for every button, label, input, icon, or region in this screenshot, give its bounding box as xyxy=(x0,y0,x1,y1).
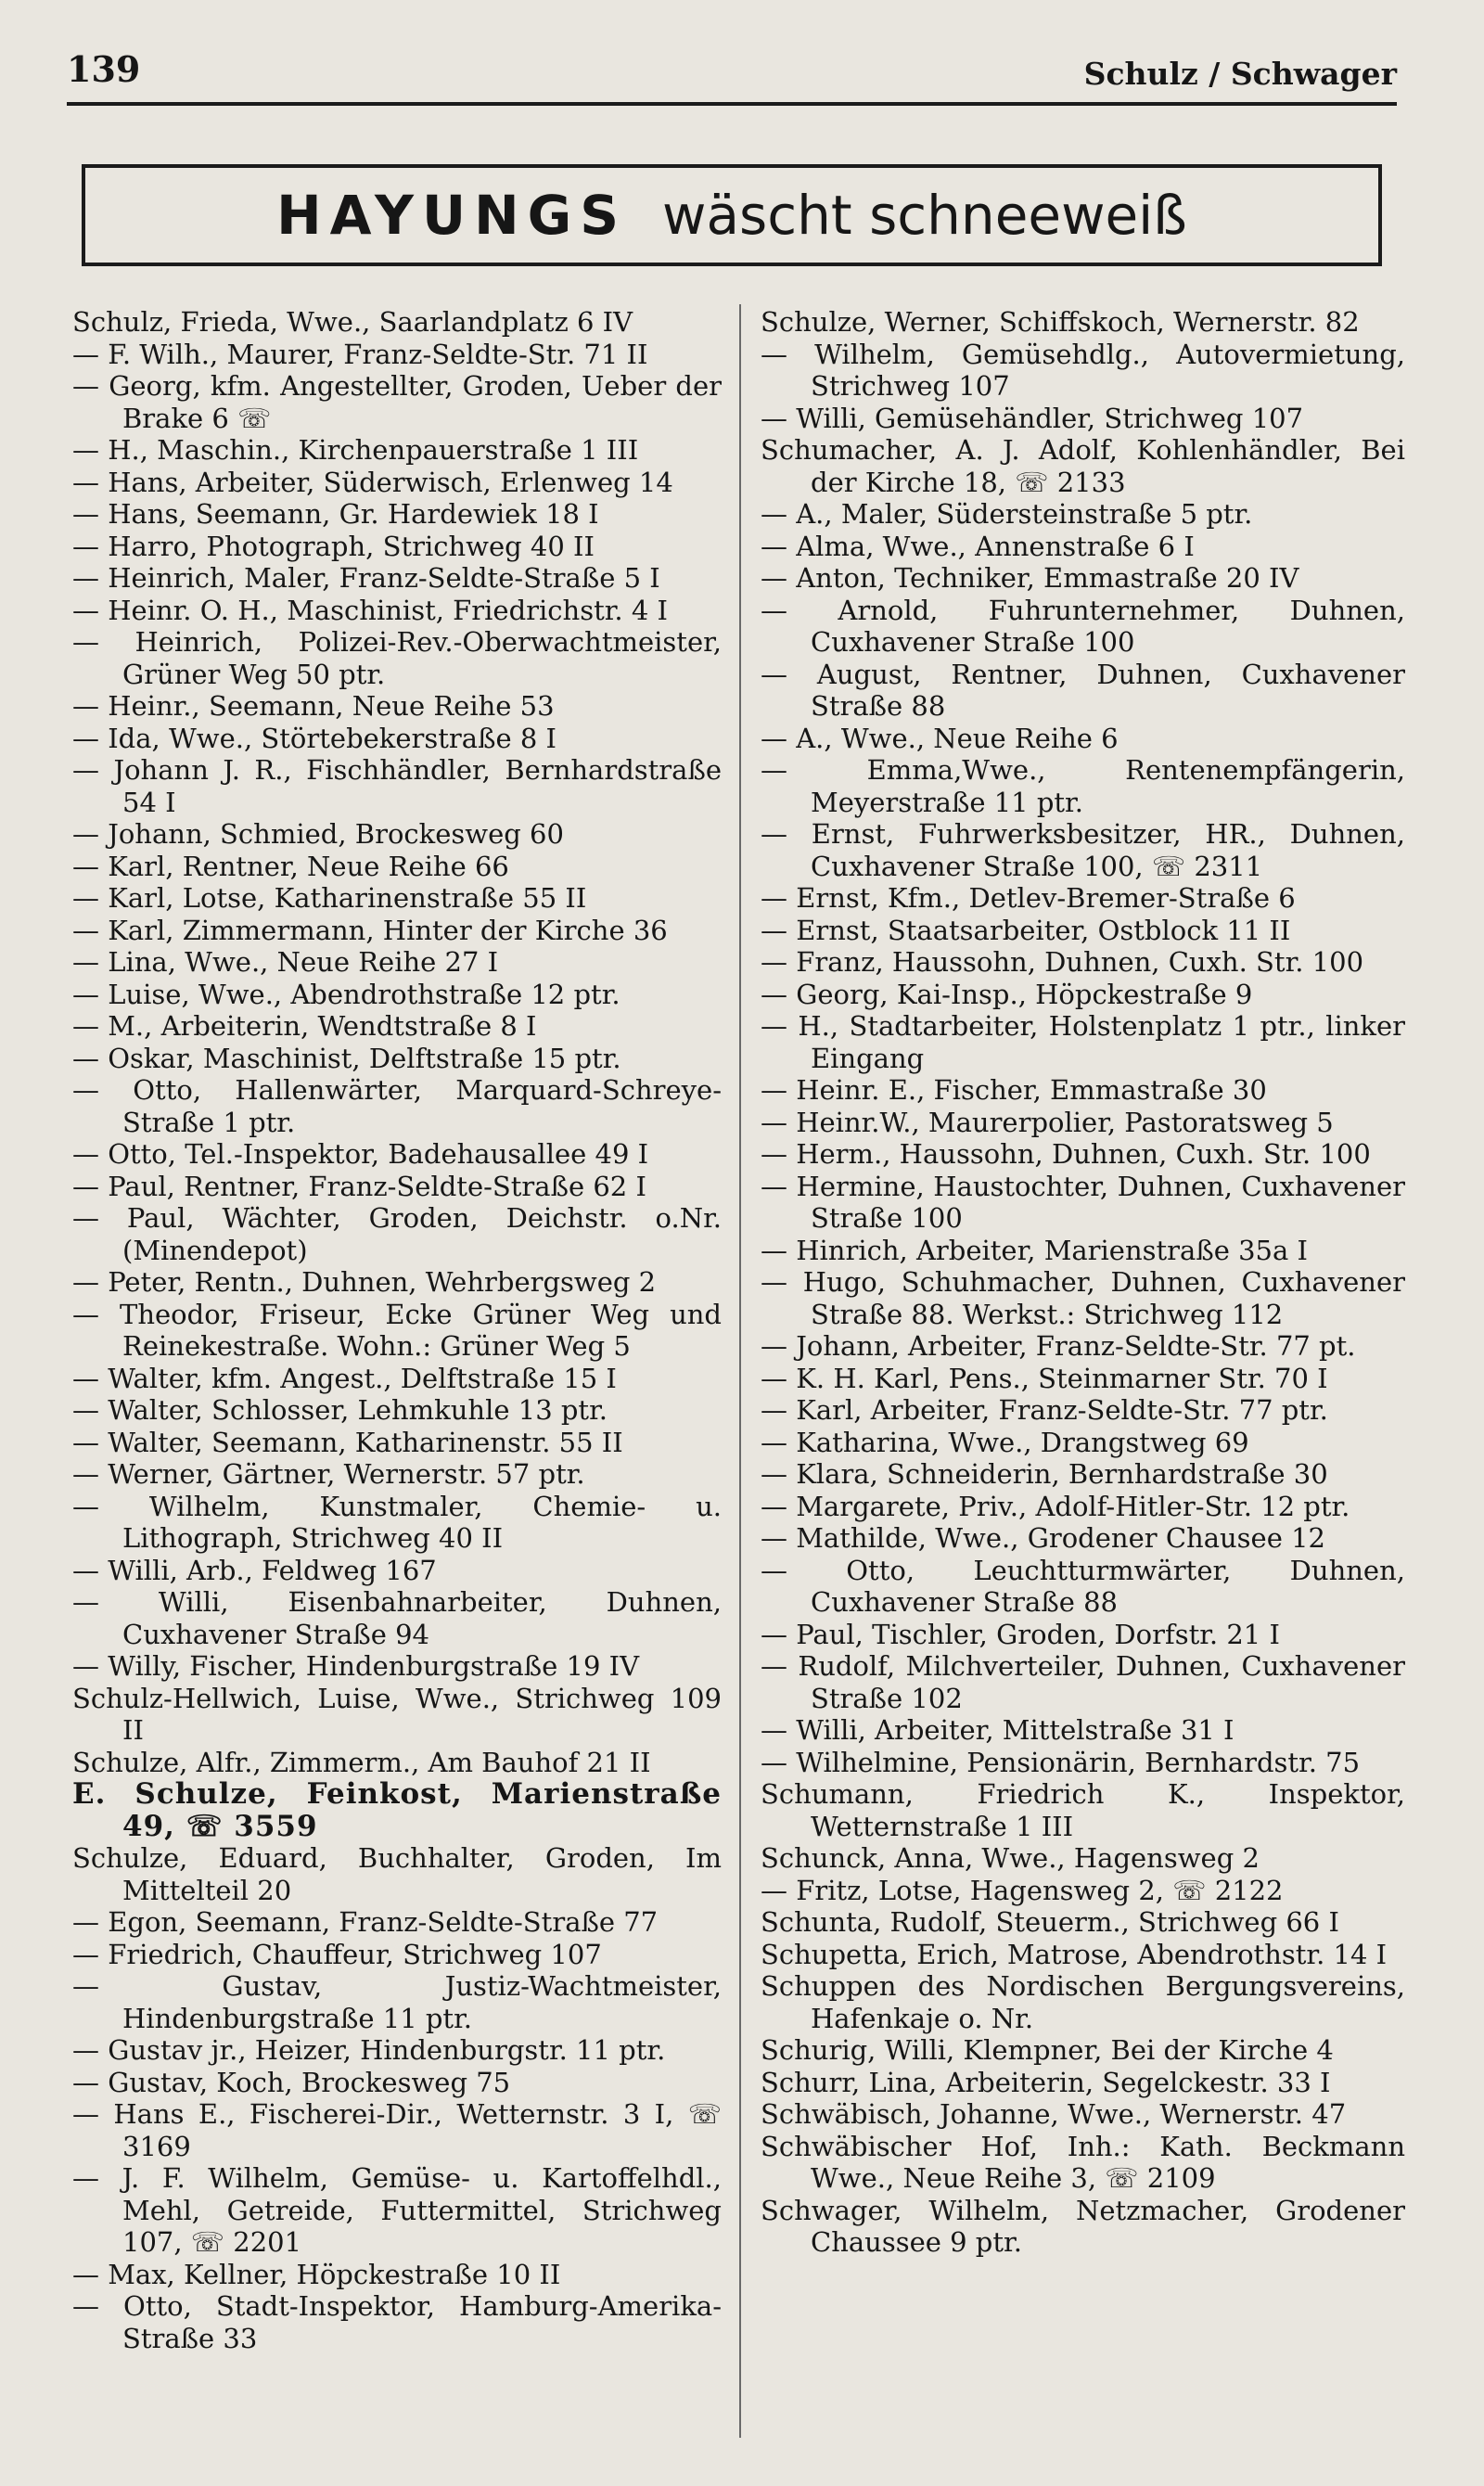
directory-entry: — Johann, Schmied, Brockesweg 60 xyxy=(72,818,564,850)
directory-entry: — Theodor, Friseur, Ecke Grüner Weg und Reinekestraße. Wohn.: Grüner Weg 5 xyxy=(72,1298,722,1362)
directory-entry: — Johann J. R., Fischhändler, Bernhardstraße 54 I xyxy=(72,754,722,818)
directory-entry: Schuppen des Nordischen Bergungsvereins, Hafenkaje o. Nr. xyxy=(761,1970,1405,2034)
directory-entry: — Johann, Arbeiter, Franz-Seldte-Str. 77 pt. xyxy=(761,1330,1356,1362)
directory-entry: — Hinrich, Arbeiter, Marienstraße 35a I xyxy=(761,1234,1308,1266)
directory-entry: — Otto, Hallenwärter, Marquard-Schreye-Straße 1 ptr. xyxy=(72,1074,722,1138)
directory-entry: — H., Maschin., Kirchenpauerstraße 1 III xyxy=(72,434,639,466)
directory-entry: — Wilhelmine, Pensionärin, Bernhardstr. 75 xyxy=(761,1746,1361,1778)
directory-entry: — Gustav, Justiz-Wachtmeister, Hindenburgstraße 11 ptr. xyxy=(72,1970,722,2034)
directory-entry: Schurr, Lina, Arbeiterin, Segelckestr. 33 I xyxy=(761,2066,1331,2098)
directory-entry: — Willi, Arbeiter, Mittelstraße 31 I xyxy=(761,1714,1235,1746)
directory-entry: Schulz, Frieda, Wwe., Saarlandplatz 6 IV xyxy=(72,306,633,338)
header-rule xyxy=(67,102,1397,106)
directory-entry: — Hans, Arbeiter, Süderwisch, Erlenweg 14 xyxy=(72,466,673,498)
directory-entry: — Heinr., Seemann, Neue Reihe 53 xyxy=(72,690,555,722)
directory-entry: — Willi, Eisenbahnarbeiter, Duhnen, Cuxhavener Straße 94 xyxy=(72,1586,722,1650)
directory-entry: — Walter, kfm. Angest., Delftstraße 15 I xyxy=(72,1362,617,1394)
directory-entry: — Walter, Schlosser, Lehmkuhle 13 ptr. xyxy=(72,1394,608,1426)
directory-entry: — M., Arbeiterin, Wendtstraße 8 I xyxy=(72,1010,537,1042)
directory-entry: — K. H. Karl, Pens., Steinmarner Str. 70 I xyxy=(761,1362,1328,1394)
column-left xyxy=(72,306,722,2354)
directory-entry: — Ida, Wwe., Störtebekerstraße 8 I xyxy=(72,722,556,754)
directory-entry: — Karl, Arbeiter, Franz-Seldte-Str. 77 ptr. xyxy=(761,1394,1328,1426)
directory-entry: — Herm., Haussohn, Duhnen, Cuxh. Str. 100 xyxy=(761,1138,1371,1170)
directory-entry: — Arnold, Fuhrunternehmer, Duhnen, Cuxhavener Straße 100 xyxy=(761,594,1405,658)
directory-entry: — A., Maler, Südersteinstraße 5 ptr. xyxy=(761,498,1253,530)
directory-entry: — Gustav, Koch, Brockesweg 75 xyxy=(72,2066,511,2098)
directory-entry: — Klara, Schneiderin, Bernhardstraße 30 xyxy=(761,1458,1328,1490)
directory-entry: — Hans E., Fischerei-Dir., Wetternstr. 3 I, ☏ 3169 xyxy=(72,2098,722,2162)
directory-entry: Schulze, Eduard, Buchhalter, Groden, Im Mittelteil 20 xyxy=(72,1842,722,1906)
directory-entry: Schwager, Wilhelm, Netzmacher, Grodener Chaussee 9 ptr. xyxy=(761,2194,1405,2258)
directory-entry: — Wilhelm, Gemüsehdlg., Autovermietung, Strichweg 107 xyxy=(761,338,1405,402)
directory-entry: Schulze, Werner, Schiffskoch, Wernerstr. 82 xyxy=(761,306,1360,338)
page-number: 139 xyxy=(67,48,141,90)
directory-entry: — Friedrich, Chauffeur, Strichweg 107 xyxy=(72,1938,602,1970)
advertisement-box xyxy=(82,164,1382,266)
directory-entry: Schurig, Willi, Klempner, Bei der Kirche 4 xyxy=(761,2034,1334,2066)
directory-entry: Schulze, Alfr., Zimmerm., Am Bauhof 21 II xyxy=(72,1746,651,1778)
directory-entry: — Franz, Haussohn, Duhnen, Cuxh. Str. 100 xyxy=(761,946,1364,978)
directory-entry: — Werner, Gärtner, Wernerstr. 57 ptr. xyxy=(72,1458,585,1490)
advertisement-brand: HAYUNGS xyxy=(276,184,628,247)
directory-entry: — Anton, Techniker, Emmastraße 20 IV xyxy=(761,562,1299,594)
directory-entry: — Luise, Wwe., Abendrothstraße 12 ptr. xyxy=(72,978,620,1010)
directory-entry: — Otto, Tel.-Inspektor, Badehausallee 49 I xyxy=(72,1138,649,1170)
directory-entry: Schwäbisch, Johanne, Wwe., Wernerstr. 47 xyxy=(761,2098,1347,2130)
directory-entry: — Heinr. O. H., Maschinist, Friedrichstr. 4 I xyxy=(72,594,668,626)
directory-entry: — Ernst, Kfm., Detlev-Bremer-Straße 6 xyxy=(761,882,1296,914)
directory-entry: — J. F. Wilhelm, Gemüse- u. Kartoffelhdl., Mehl, Getreide, Futtermittel, Strichweg 107, ☏ 2201 xyxy=(72,2162,722,2258)
directory-entry: — Lina, Wwe., Neue Reihe 27 I xyxy=(72,946,499,978)
column-right xyxy=(761,306,1405,2259)
directory-entry: — Karl, Zimmermann, Hinter der Kirche 36 xyxy=(72,914,668,946)
directory-entry: — Wilhelm, Kunstmaler, Chemie- u. Lithograph, Strichweg 40 II xyxy=(72,1490,722,1554)
directory-entry: — Karl, Rentner, Neue Reihe 66 xyxy=(72,850,509,882)
directory-entry: — F. Wilh., Maurer, Franz-Seldte-Str. 71 II xyxy=(72,338,648,370)
directory-entry: — Alma, Wwe., Annenstraße 6 I xyxy=(761,530,1195,562)
directory-entry: — Paul, Rentner, Franz-Seldte-Straße 62 I xyxy=(72,1170,646,1202)
directory-entry: — Mathilde, Wwe., Grodener Chausee 12 xyxy=(761,1522,1325,1554)
directory-entry: — Heinrich, Polizei-Rev.-Oberwachtmeister, Grüner Weg 50 ptr. xyxy=(72,626,722,690)
directory-entry: — Otto, Leuchtturmwärter, Duhnen, Cuxhavener Straße 88 xyxy=(761,1554,1405,1618)
directory-entry: Schumann, Friedrich K., Inspektor, Wetternstraße 1 III xyxy=(761,1778,1405,1842)
directory-entry: — Gustav jr., Heizer, Hindenburgstr. 11 ptr. xyxy=(72,2034,666,2066)
directory-entry: Schwäbischer Hof, Inh.: Kath. Beckmann Wwe., Neue Reihe 3, ☏ 2109 xyxy=(761,2130,1405,2194)
directory-entry: — Heinr.W., Maurerpolier, Pastoratsweg 5 xyxy=(761,1106,1334,1138)
directory-entry: — Hugo, Schuhmacher, Duhnen, Cuxhavener Straße 88. Werkst.: Strichweg 112 xyxy=(761,1266,1405,1330)
directory-entry: — Willy, Fischer, Hindenburgstraße 19 IV xyxy=(72,1650,640,1682)
directory-entry: Schumacher, A. J. Adolf, Kohlenhändler, Bei der Kirche 18, ☏ 2133 xyxy=(761,434,1405,498)
directory-entry: — Egon, Seemann, Franz-Seldte-Straße 77 xyxy=(72,1906,659,1938)
directory-entry: — Katharina, Wwe., Drangstweg 69 xyxy=(761,1426,1249,1458)
directory-entry: — Hans, Seemann, Gr. Hardewiek 18 I xyxy=(72,498,599,530)
directory-entry: — Ernst, Staatsarbeiter, Ostblock 11 II xyxy=(761,914,1291,946)
advertisement-slogan: wäscht schneeweiß xyxy=(662,184,1187,247)
directory-entry: — Harro, Photograph, Strichweg 40 II xyxy=(72,530,595,562)
directory-entry: — Peter, Rentn., Duhnen, Wehrbergsweg 2 xyxy=(72,1266,657,1298)
directory-entry: — Max, Kellner, Höpckestraße 10 II xyxy=(72,2258,561,2290)
directory-entry: — Emma,Wwe., Rentenempfängerin, Meyerstraße 11 ptr. xyxy=(761,754,1405,818)
directory-entry: — Karl, Lotse, Katharinenstraße 55 II xyxy=(72,882,587,914)
directory-entry: — Heinrich, Maler, Franz-Seldte-Straße 5 I xyxy=(72,562,660,594)
directory-entry: — Margarete, Priv., Adolf-Hitler-Str. 12 ptr. xyxy=(761,1490,1350,1522)
directory-entry: — Oskar, Maschinist, Delftstraße 15 ptr. xyxy=(72,1042,621,1074)
directory-entry: — Otto, Stadt-Inspektor, Hamburg-Amerika-Straße 33 xyxy=(72,2290,722,2354)
directory-entry: Schunta, Rudolf, Steuerm., Strichweg 66 I xyxy=(761,1906,1339,1938)
directory-entry: — Rudolf, Milchverteiler, Duhnen, Cuxhavener Straße 102 xyxy=(761,1650,1405,1714)
directory-entry: — Hermine, Haustochter, Duhnen, Cuxhavener Straße 100 xyxy=(761,1170,1405,1234)
directory-entry: — Walter, Seemann, Katharinenstr. 55 II xyxy=(72,1426,623,1458)
directory-entry: — Paul, Tischler, Groden, Dorfstr. 21 I xyxy=(761,1618,1280,1650)
column-divider xyxy=(739,304,741,2438)
directory-entry: — A., Wwe., Neue Reihe 6 xyxy=(761,722,1119,754)
directory-entry: Schupetta, Erich, Matrose, Abendrothstr. 14 I xyxy=(761,1938,1388,1970)
directory-entry: — H., Stadtarbeiter, Holstenplatz 1 ptr., linker Eingang xyxy=(761,1010,1405,1074)
directory-entry: — August, Rentner, Duhnen, Cuxhavener Straße 88 xyxy=(761,658,1405,722)
directory-entry: E. Schulze, Feinkost, Marienstraße 49, ☏ 3559 xyxy=(72,1777,722,1843)
running-head: Schulz / Schwager xyxy=(1083,56,1397,92)
directory-entry: — Fritz, Lotse, Hagensweg 2, ☏ 2122 xyxy=(761,1874,1284,1906)
directory-entry: Schunck, Anna, Wwe., Hagensweg 2 xyxy=(761,1842,1260,1874)
directory-entry: — Willi, Arb., Feldweg 167 xyxy=(72,1554,437,1586)
directory-entry: — Georg, kfm. Angestellter, Groden, Ueber der Brake 6 ☏ xyxy=(72,370,722,434)
directory-entry: — Willi, Gemüsehändler, Strichweg 107 xyxy=(761,402,1304,434)
directory-entry: — Paul, Wächter, Groden, Deichstr. o.Nr. (Minendepot) xyxy=(72,1202,722,1266)
directory-entry: Schulz-Hellwich, Luise, Wwe., Strichweg 109 II xyxy=(72,1682,722,1746)
directory-entry: — Ernst, Fuhrwerksbesitzer, HR., Duhnen, Cuxhavener Straße 100, ☏ 2311 xyxy=(761,818,1405,882)
directory-entry: — Georg, Kai-Insp., Höpckestraße 9 xyxy=(761,978,1253,1010)
directory-entry: — Heinr. E., Fischer, Emmastraße 30 xyxy=(761,1074,1267,1106)
